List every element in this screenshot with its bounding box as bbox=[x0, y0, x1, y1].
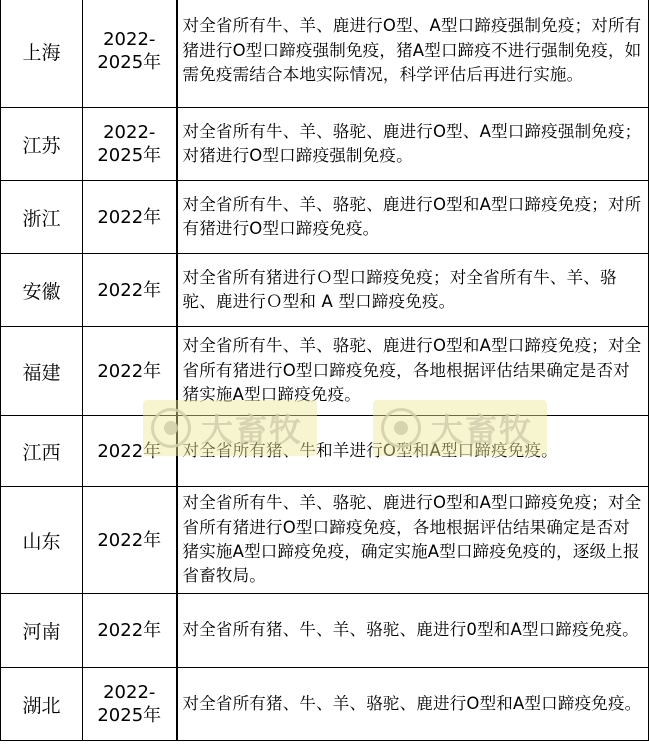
year-cell bbox=[83, 0, 177, 108]
table-row bbox=[1, 668, 649, 741]
table-row bbox=[1, 108, 649, 181]
province-cell: 江苏 bbox=[1, 108, 83, 181]
measures-cell: 对全省所有猪、牛、羊、骆驼、鹿进行O型和A型口蹄疫免疫。 bbox=[177, 668, 649, 741]
table-row bbox=[1, 327, 649, 416]
province-cell: 江西 bbox=[1, 416, 83, 487]
year-cell bbox=[83, 594, 177, 668]
year-text: 2022年 bbox=[97, 360, 162, 382]
province-cell: 安徽 bbox=[1, 254, 83, 327]
table-row bbox=[1, 254, 649, 327]
measures-cell: 对全省所有猪、牛、羊、骆驼、鹿进行0型和A型口蹄疫免疫。 bbox=[177, 594, 649, 668]
year-text: 2022-2025年 bbox=[97, 682, 162, 726]
watermark-text: 大畜牧 bbox=[201, 411, 304, 449]
table-row bbox=[1, 594, 649, 668]
year-text: 2022-2025年 bbox=[97, 122, 162, 166]
year-text: 2022年 bbox=[97, 529, 162, 551]
measures-cell: 对全省所有牛、羊、骆驼、鹿进行O型和A型口蹄疫免疫；对全省所有猪进行O型口蹄疫免疫，各地根据评估结果确定是否对猪实施A型口蹄疫免疫，确定实施A型口蹄疫免疫的，逐级上报省畜牧局。 bbox=[177, 487, 649, 594]
year-text: 2022年 bbox=[97, 279, 162, 301]
measures-cell: 对全省所有牛、羊、骆驼、鹿进行O型和A型口蹄疫免疫；对所有猪进行O型口蹄疫免疫。 bbox=[177, 181, 649, 254]
year-text: 2022年 bbox=[97, 206, 162, 228]
province-cell: 浙江 bbox=[1, 181, 83, 254]
measures-cell: 对全省所有牛、羊、骆驼、鹿进行O型和A型口蹄疫免疫；对全省所有猪进行O型口蹄疫免疫，各地根据评估结果确定是否对猪实施A型口蹄疫免疫。 bbox=[177, 327, 649, 416]
year-cell bbox=[83, 487, 177, 594]
year-text: 2022年 bbox=[97, 620, 162, 641]
table-row bbox=[1, 416, 649, 487]
year-cell bbox=[83, 181, 177, 254]
year-cell bbox=[83, 327, 177, 416]
province-cell: 上海 bbox=[1, 0, 83, 108]
table-row bbox=[1, 487, 649, 594]
year-text: 2022年 bbox=[97, 440, 162, 462]
year-cell bbox=[83, 254, 177, 327]
measures-cell: 对全省所有猪进行Ｏ型口蹄疫免疫；对全省所有牛、羊、骆驼、鹿进行Ｏ型和 A 型口蹄疫免疫。 bbox=[177, 254, 649, 327]
table-row bbox=[1, 181, 649, 254]
measures-cell: 对全省所有牛、羊、骆驼、鹿进行O型、A型口蹄疫强制免疫；对猪进行O型口蹄疫强制免疫。 bbox=[177, 108, 649, 181]
watermark-text: 大畜牧 bbox=[431, 411, 534, 449]
province-cell: 湖北 bbox=[1, 668, 83, 741]
year-cell bbox=[83, 668, 177, 741]
year-cell bbox=[83, 108, 177, 181]
province-cell: 山东 bbox=[1, 487, 83, 594]
province-cell: 河南 bbox=[1, 594, 83, 668]
year-cell bbox=[83, 416, 177, 487]
table-row bbox=[1, 0, 649, 108]
measures-cell: 对全省所有牛、羊、鹿进行O型、A型口蹄疫强制免疫；对所有猪进行O型口蹄疫强制免疫，猪A型口蹄疫不进行强制免疫，如需免疫需结合本地实际情况，科学评估后再进行实施。 bbox=[177, 0, 649, 108]
province-cell: 福建 bbox=[1, 327, 83, 416]
measures-cell: 对全省所有猪、牛和羊进行O型和A型口蹄疫免疫。 bbox=[177, 416, 649, 487]
year-text: 2022-2025年 bbox=[97, 29, 162, 73]
